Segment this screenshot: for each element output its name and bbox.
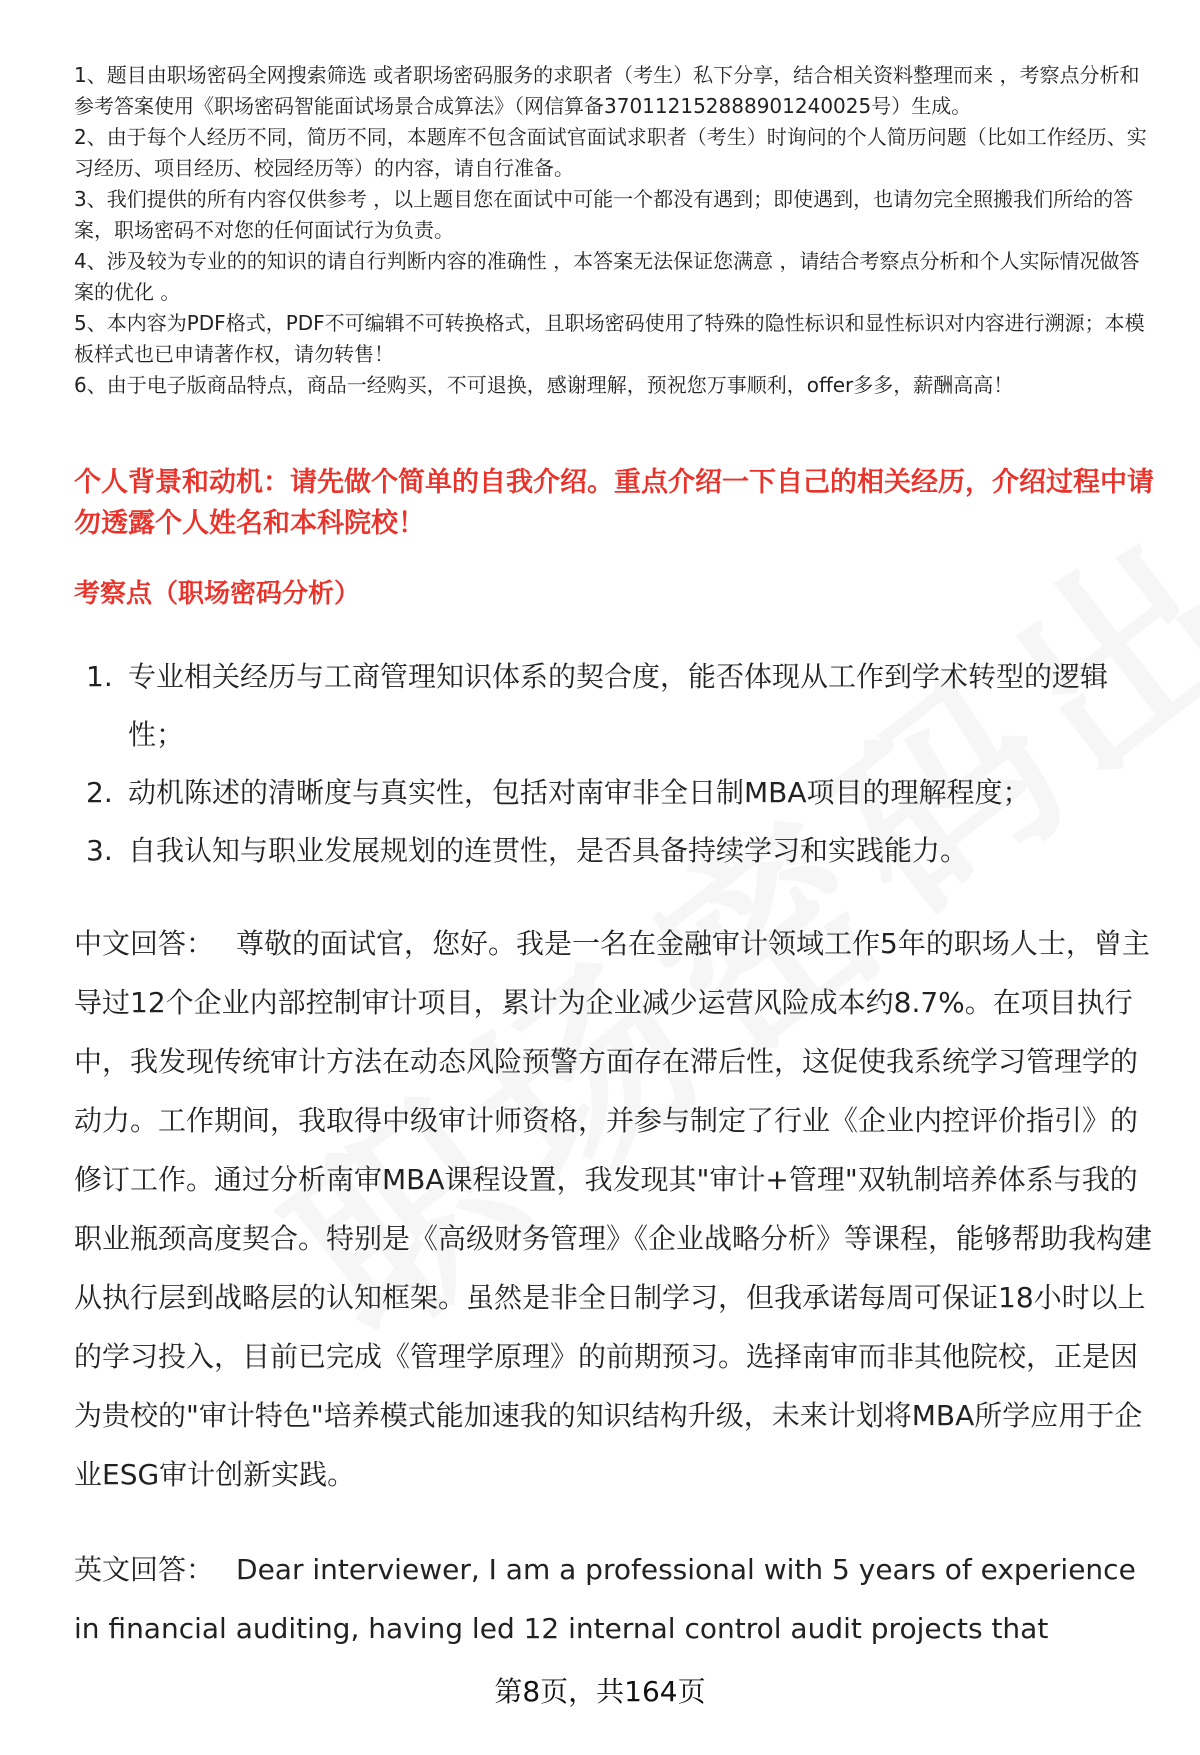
list-text: 自我认知与职业发展规划的连贯性，是否具备持续学习和实践能力。 — [128, 834, 969, 867]
list-text: 动机陈述的清晰度与真实性，包括对南审非全日制MBA项目的理解程度； — [128, 776, 1031, 809]
note-item: 4、涉及较为专业的的知识的请自行判断内容的准确性 ，本答案无法保证您满意 ，请结合考察点分析和个人实际情况做答案的优化 。 — [74, 249, 1140, 304]
list-number: 1. — [86, 660, 113, 693]
analysis-title: 考察点（职场密码分析） — [74, 579, 361, 609]
note-item: 3、我们提供的所有内容仅供参考 ，以上题目您在面试中可能一个都没有遇到；即使遇到，也请勿完全照搬我们所给的答案，职场密码不对您的任何面试行为负责。 — [74, 187, 1134, 242]
page-number: 第8页，共164页 — [494, 1675, 706, 1708]
note-item: 6、由于电子版商品特点，商品一经购买，不可退换，感谢理解，预祝您万事顺利，offer多多，薪酬高高！ — [74, 373, 1014, 397]
answer-text: Dear interviewer, I am a professional with 5 years of experience in financial auditing, having led 12 internal control audit projects that — [74, 1553, 1136, 1645]
answer-text: 尊敬的面试官，您好。我是一名在金融审计领域工作5年的职场人士，曾主导过12个企业内部控制审计项目，累计为企业减少运营风险成本约8.7%。在项目执行中，我发现传统审计方法在动态风险预警方面存在滞后性，这促使我系统学习管理学的动力。工作期间，我取得中级审计师资格，并参与制定了行业《企业内控评价指引》的修订工作。通过分析南审MBA课程设置，我发现其"审计+管理"双轨制培养体系与我的职业瓶颈高度契合。特别是《高级财务管理》《企业战略分析》等课程，能够帮助我构建从执行层到战略层的认知框架。虽然是非全日制学习，但我承诺每周可保证18小时以上的学习投入，目前已完成《管理学原理》的前期预习。选择南审而非其他院校，正是因为贵校的"审计特色"培养模式能加速我的知识结构升级，未来计划将MBA所学应用于企业ESG审计创新实践。 — [74, 927, 1153, 1491]
answer-label: 中文回答： — [74, 927, 215, 960]
disclaimer-notes — [74, 60, 1154, 401]
answer-label: 英文回答： — [74, 1553, 215, 1586]
english-answer — [74, 1540, 1154, 1658]
list-item — [86, 764, 1156, 822]
note-item: 1、题目由职场密码全网搜索筛选 或者职场密码服务的求职者（考生）私下分享，结合相关资料整理而来 ，考察点分析和参考答案使用《职场密码智能面试场景合成算法》（网信算备370112152888901240025号）生成。 — [74, 63, 1140, 118]
list-item — [86, 822, 1156, 880]
question-heading: 个人背景和动机：请先做个简单的自我介绍。重点介绍一下自己的相关经历，介绍过程中请勿透露个人姓名和本科院校！ — [74, 467, 1154, 539]
list-number: 2. — [86, 776, 113, 809]
chinese-answer — [74, 914, 1154, 1504]
list-text: 专业相关经历与工商管理知识体系的契合度，能否体现从工作到学术转型的逻辑性； — [128, 660, 1109, 751]
list-item — [86, 648, 1156, 764]
note-item: 2、由于每个人经历不同，简历不同，本题库不包含面试官面试求职者（考生）时询问的个人简历问题（比如工作经历、实习经历、项目经历、校园经历等）的内容，请自行准备。 — [74, 125, 1147, 180]
note-item: 5、本内容为PDF格式，PDF不可编辑不可转换格式，且职场密码使用了特殊的隐性标识和显性标识对内容进行溯源；本模板样式也已申请著作权，请勿转售！ — [74, 311, 1145, 366]
list-number: 3. — [86, 834, 113, 867]
analysis-points — [86, 648, 1156, 880]
